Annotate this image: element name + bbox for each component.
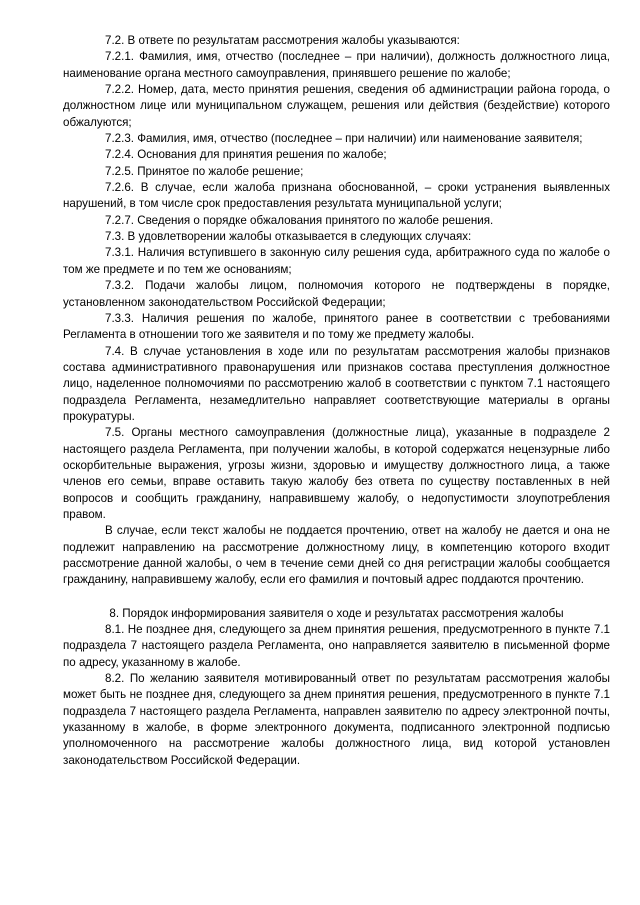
paragraph-7-2-5: 7.2.5. Принятое по жалобе решение; <box>105 164 304 178</box>
paragraph-7-2: 7.2. В ответе по результатам рассмотрения жалобы указываются: <box>105 34 460 47</box>
section-gap <box>63 589 610 606</box>
paragraph-7-5: 7.5. Органы местного самоуправления (должностные лица), указанные в подразделе 2 настоящего раздела Регламента, при получении жалобы, в которой содержатся нецензурные либо оскорбительные выражения, угрозы жизни, здоровью и имуществу должностного лица, а также членов его семьи, вправе оставить такую жалобу без ответа по существу поставленных в ней вопросов и сообщить гражданину, направившему жалобу, о недопустимости злоупотребления правом. <box>63 426 610 521</box>
paragraph-7-2-1: 7.2.1. Фамилия, имя, отчество (последнее – при наличии), должность должностного лица, наименование органа местного самоуправления, принявшего решение по жалобе; <box>63 50 610 80</box>
paragraph-7-3: 7.3. В удовлетворении жалобы отказывается в следующих случаях: <box>105 230 472 244</box>
paragraph-7-2-3: 7.2.3. Фамилия, имя, отчество (последнее – при наличии) или наименование заявителя; <box>105 132 583 146</box>
paragraph-7-2-7: 7.2.7. Сведения о порядке обжалования принятого по жалобе решения. <box>105 213 494 227</box>
paragraph-7-2-4: 7.2.4. Основания для принятия решения по жалобе; <box>105 148 387 162</box>
paragraph-8-1: 8.1. Не позднее дня, следующего за днем принятия решения, предусмотренного в пункте 7.1 подраздела 7 настоящего раздела Регламента, оно направляется заявителю в письменной форме по адресу, указанному в жалобе. <box>63 623 610 669</box>
paragraph-7-5-unreadable: В случае, если текст жалобы не поддается прочтению, ответ на жалобу не дается и она не подлежит направлению на рассмотрение должностному лицу, в компетенцию которого входит рассмотрение данной жалобы, о чем в течение семи дней со дня регистрации жалобы сообщается гражданину, направившему жалобу, если его фамилия и почтовый адрес поддаются прочтению. <box>63 524 610 587</box>
paragraph-7-3-2: 7.3.2. Подачи жалобы лицом, полномочия которого не подтверждены в порядке, установленном законодательством Российской Федерации; <box>63 279 610 309</box>
paragraph-7-3-3: 7.3.3. Наличия решения по жалобе, принятого ранее в соответствии с требованиями Регламента в отношении того же заявителя и по тому же предмету жалобы. <box>63 311 610 342</box>
paragraph-7-2-2: 7.2.2. Номер, дата, место принятия решения, сведения об администрации района города, о должностном лице или муниципальном служащем, решения или действия (бездействие) которого обжалуются; <box>63 83 610 129</box>
paragraph-7-2-6: 7.2.6. В случае, если жалоба признана обоснованной, – сроки устранения выявленных нарушений, в том числе срок предоставления результата муниципальной услуги; <box>63 181 610 211</box>
paragraph-7-3-1: 7.3.1. Наличия вступившего в законную силу решения суда, арбитражного суда по жалобе о том же предмете и по тем же основаниям; <box>63 246 610 276</box>
section-8-heading: 8. Порядок информирования заявителя о ходе и результатах рассмотрения жалобы <box>109 606 564 620</box>
paragraph-7-4: 7.4. В случае установления в ходе или по результатам рассмотрения жалобы признаков состава административного правонарушения или признаков состава преступления должностное лицо, наделенное полномочиями по рассмотрению жалоб в соответствии с пунктом 7.1 настоящего подраздела Регламента, незамедлительно направляет соответствующие материалы в органы прокуратуры. <box>63 344 610 423</box>
paragraph-8-2: 8.2. По желанию заявителя мотивированный ответ по результатам рассмотрения жалобы может быть не позднее дня, следующего за днем принятия решения, предусмотренного в пункте 7.1 подраздела 7 настоящего раздела Регламента, направлен заявителю по адресу электронной почты, указанному в жалобе, в форме электронного документа, подписанного электронной подписью уполномоченного на рассмотрение жалобы должностного лица, вид которой установлен законодательством Российской Федерации. <box>63 672 610 767</box>
